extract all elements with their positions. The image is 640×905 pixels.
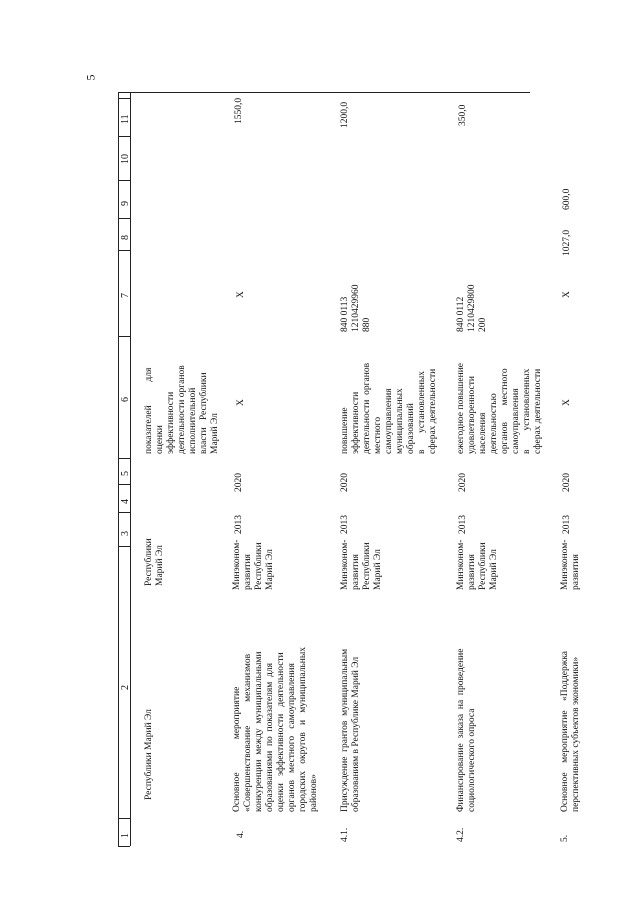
col-sep [118,818,130,819]
row4-col2: Основное мероприятие «Поддержка перспективных субъектов экономики» [560,650,581,812]
col-sep [118,546,130,547]
col-sep [118,98,130,99]
table-bottom-border [118,846,130,847]
col-header-10: 10 [120,154,131,164]
row1-col1: 4. [236,830,246,838]
row1-col7: X [236,291,246,298]
col-header-11: 11 [120,114,131,124]
row3-col4: 2013 [458,515,468,534]
row3-col1: 4.2. [456,827,466,842]
col-sep [118,458,130,459]
row3-col11: 350,0 [458,104,468,126]
row1-col6: X [236,399,246,406]
row4-col9: 600,0 [562,188,572,210]
col-sep [118,336,130,337]
col-header-3: 3 [120,531,131,536]
row2-col3: Минэконом- развития Республики Марий Эл [340,539,383,590]
page-number: 5 [83,74,98,81]
row4-col4: 2013 [562,515,572,534]
row2-col2: Присуждение грантов муниципальным образованиям в Республике Марий Эл [340,648,361,812]
col-header-2: 2 [120,685,131,690]
col-header-4: 4 [120,499,131,504]
row4-col1: 5. [560,834,570,842]
col-header-6: 6 [120,397,131,402]
col-sep [118,484,130,485]
col-header-7: 7 [120,293,131,298]
col-header-1: 1 [120,833,131,838]
row1-col5: 2020 [234,473,244,492]
header-band-left [118,92,119,846]
row4-col8: 1027,0 [562,229,572,256]
row1-col3: Минэконом- развития Республики Марий Эл [232,539,275,590]
row2-col4: 2013 [340,515,350,534]
col-header-5: 5 [120,471,131,476]
row3-col7: 840 0112 1210429800 200 [456,284,488,332]
row2-col11: 1200,0 [340,101,350,128]
row4-col6: X [562,399,572,406]
row2-col5: 2020 [340,473,350,492]
col-sep [118,136,130,137]
row4-col3: Минэконом- развития [560,539,581,590]
row2-col1: 4.1. [340,827,350,842]
row3-col2: Финансирование заказа на проведение социологического опроса [456,648,477,812]
row0-col6: показателей для оценки эффективности деятельности органов исполнительной власти Республики Марий Эл [144,365,220,454]
row3-col3: Минэконом- развития Республики Марий Эл [456,539,499,590]
col-sep [118,218,130,219]
table-top-border [118,92,530,93]
col-sep [118,512,130,513]
col-header-9: 9 [120,201,131,206]
col-header-8: 8 [120,235,131,240]
row0-col2: Республики Марий Эл [144,709,154,800]
row1-col11: 1550,0 [234,97,244,124]
row4-col7: X [562,291,572,298]
col-sep [118,250,130,251]
row1-col4: 2013 [234,515,244,534]
row3-col6: ежегодное повышение удовлетворенности населения деятельностью органов местного самоуправления в установленных сферах деятельности [456,362,543,454]
row4-col5: 2020 [562,473,572,492]
col-sep [118,180,130,181]
row0-col3: Республики Марий Эл [144,538,165,586]
row1-col2: Основное мероприятие «Совершенствование механизмов конкуренции между муниципальными образованиями по показателям для оценки эффективности деятельности органов местного самоуправления городских округов и муниципальных районов» [232,646,319,812]
row2-col7: 840 0113 1210429960 880 [340,284,372,332]
row3-col5: 2020 [458,473,468,492]
row2-col6: повышение эффективности деятельности органов местного самоуправления муниципальных образований в установленных сферах деятельности [340,362,438,454]
